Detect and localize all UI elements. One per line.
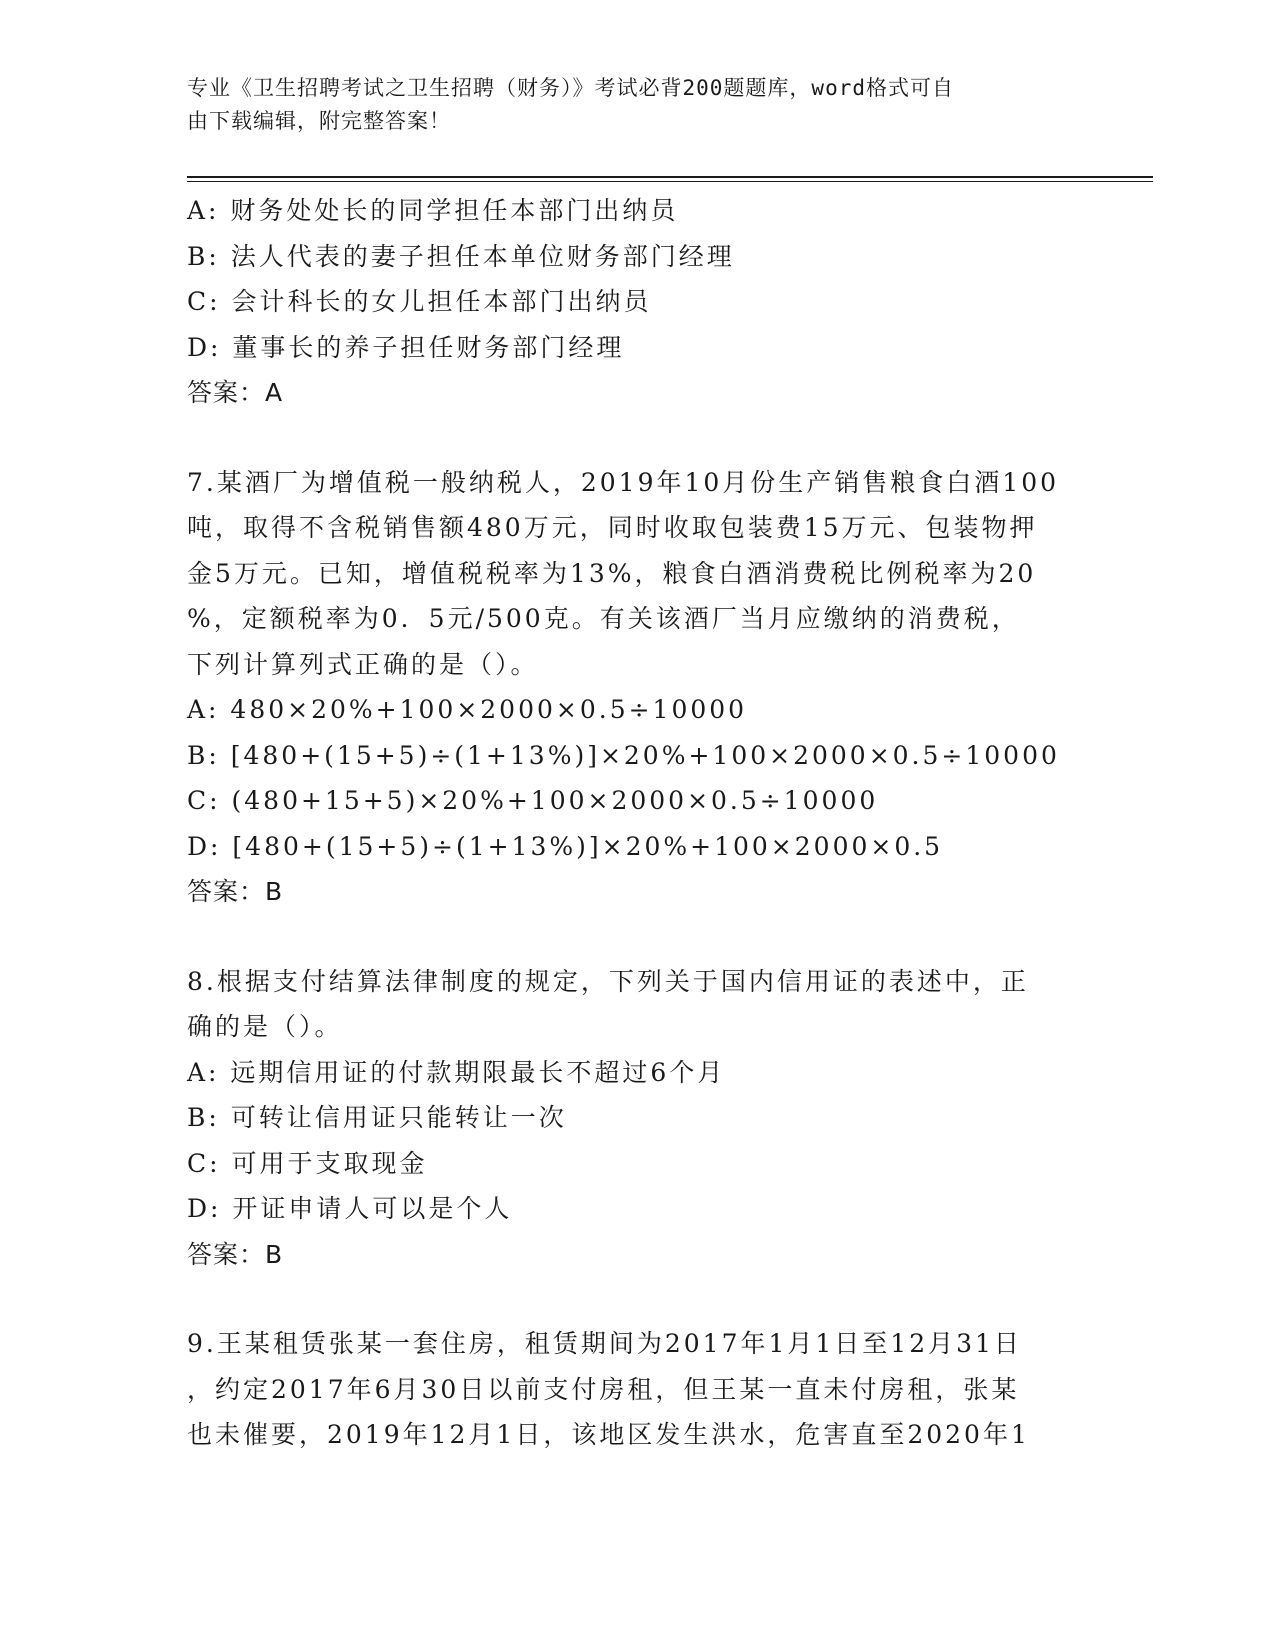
answer-line: 答案：A	[187, 378, 284, 407]
document-header	[187, 72, 1067, 138]
question-text-line: 吨，取得不含税销售额480万元，同时收取包装费15万元、包装物押	[187, 513, 1038, 542]
option-c: C: (480+15+5)×20%+100×2000×0.5÷10000	[187, 786, 879, 815]
header-line: 由下载编辑，附完整答案！	[187, 109, 451, 133]
spacer	[187, 915, 1082, 959]
option-b: B: 可转让信用证只能转让一次	[187, 1103, 567, 1132]
question-block-9	[187, 1321, 1082, 1458]
header-divider	[187, 176, 1153, 178]
document-body	[187, 188, 1082, 1458]
option-a: A: 480×20%+100×2000×0.5÷10000	[187, 695, 748, 724]
option-a: A: 财务处处长的同学担任本部门出纳员	[187, 196, 679, 225]
header-line: 专业《卫生招聘考试之卫生招聘（财务）》考试必背200题题库，word格式可自	[187, 76, 954, 100]
question-block-8	[187, 959, 1082, 1278]
header-divider-thin	[187, 181, 1153, 182]
question-text-line: 9.王某租赁张某一套住房，租赁期间为2017年1月1日至12月31日	[187, 1329, 1022, 1358]
question-text-line: 金5万元。已知，增值税税率为13%，粮食白酒消费税比例税率为20	[187, 558, 1037, 588]
option-c: C: 会计科长的女儿担任本部门出纳员	[187, 287, 652, 316]
spacer	[187, 416, 1082, 460]
question-text-line: 确的是（）。	[187, 1012, 343, 1041]
question-text-line: 7.某酒厂为增值税一般纳税人，2019年10月份生产销售粮食白酒100	[187, 467, 1060, 497]
spacer	[187, 1277, 1082, 1321]
question-block-6	[187, 188, 1082, 416]
answer-line: 答案：B	[187, 877, 284, 906]
option-d: D: 开证申请人可以是个人	[187, 1194, 513, 1223]
question-text-line: 下列计算列式正确的是（）。	[187, 649, 539, 679]
answer-line: 答案：B	[187, 1239, 284, 1269]
option-b: B: 法人代表的妻子担任本单位财务部门经理	[187, 241, 735, 271]
option-b: B: [480+(15+5)÷(1+13%)]×20%+100×2000×0.5÷10000	[187, 740, 1060, 770]
question-text-line: ，约定2017年6月30日以前支付房租，但王某一直未付房租，张某	[187, 1374, 1020, 1404]
option-c: C: 可用于支取现金	[187, 1148, 428, 1178]
option-a: A: 远期信用证的付款期限最长不超过6个月	[187, 1057, 726, 1087]
option-d: D: 董事长的养子担任财务部门经理	[187, 332, 625, 362]
option-d: D: [480+(15+5)÷(1+13%)]×20%+100×2000×0.5	[187, 831, 944, 861]
question-block-7	[187, 460, 1082, 915]
question-text-line: 8.根据支付结算法律制度的规定，下列关于国内信用证的表述中，正	[187, 966, 1029, 996]
question-text-line: %，定额税率为0．5元/500克。有关该酒厂当月应缴纳的消费税，	[187, 604, 1020, 633]
question-text-line: 也未催要，2019年12月1日，该地区发生洪水，危害直至2020年1	[187, 1420, 1030, 1449]
